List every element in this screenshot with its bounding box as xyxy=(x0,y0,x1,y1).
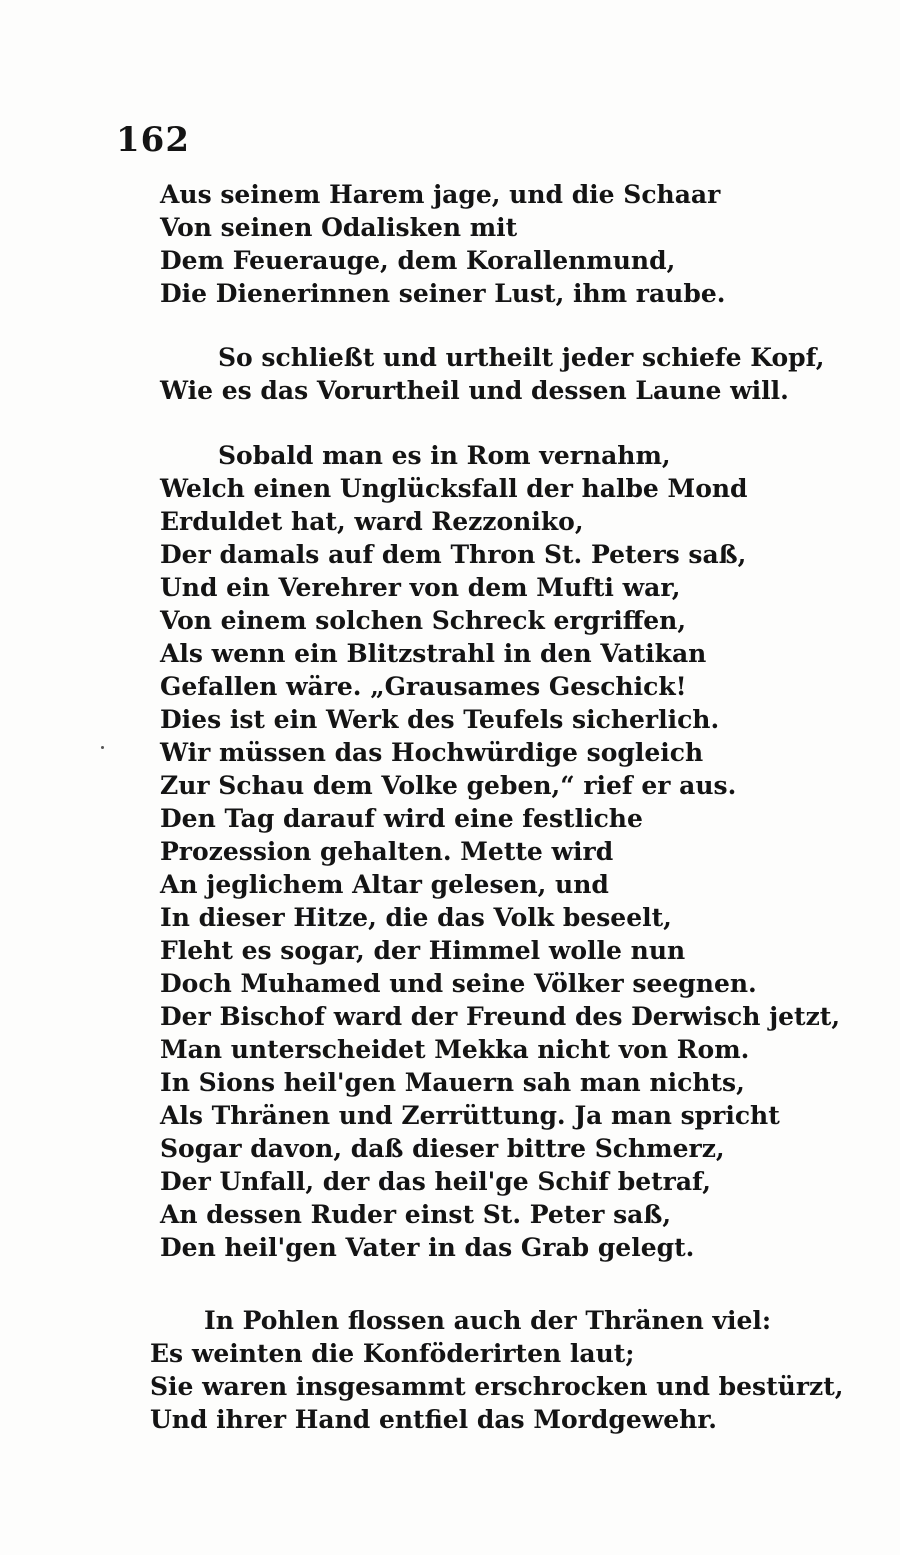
poem-line: Und ihrer Hand entfiel das Mordgewehr. xyxy=(150,1405,717,1434)
poem-line: Dies ist ein Werk des Teufels sicherlich. xyxy=(160,705,720,734)
poem-line: Den heil'gen Vater in das Grab gelegt. xyxy=(160,1233,695,1262)
poem-line: Man unterscheidet Mekka nicht von Rom. xyxy=(160,1035,750,1064)
poem-line: Doch Muhamed und seine Völker seegnen. xyxy=(160,969,757,998)
poem-line: Dem Feuerauge, dem Korallenmund, xyxy=(160,246,676,275)
poem-line: Der Unfall, der das heil'ge Schif betraf, xyxy=(160,1167,711,1196)
poem-line: Den Tag darauf wird eine festliche xyxy=(160,804,643,833)
poem-line: Die Dienerinnen seiner Lust, ihm raube. xyxy=(160,279,726,308)
poem-line: Erduldet hat, ward Rezzoniko, xyxy=(160,507,584,536)
poem-line: Von seinen Odalisken mit xyxy=(160,213,518,242)
poem-line: Fleht es sogar, der Himmel wolle nun xyxy=(160,936,686,965)
poem-line: Der damals auf dem Thron St. Peters saß, xyxy=(160,540,747,569)
poem-line: Aus seinem Harem jage, und die Schaar xyxy=(160,180,721,209)
poem-line: Und ein Verehrer von dem Mufti war, xyxy=(160,573,681,602)
poem-line: An dessen Ruder einst St. Peter saß, xyxy=(160,1200,672,1229)
poem-line: Sobald man es in Rom vernahm, xyxy=(218,441,671,470)
poem-line: Zur Schau dem Volke geben,“ rief er aus. xyxy=(160,771,737,800)
poem-line: Von einem solchen Schreck ergriffen, xyxy=(160,606,687,635)
poem-line: In dieser Hitze, die das Volk beseelt, xyxy=(160,903,672,932)
poem-line: In Pohlen flossen auch der Thränen viel: xyxy=(204,1306,772,1335)
poem-line: Sie waren insgesammt erschrocken und bestürzt, xyxy=(150,1372,844,1401)
poem-line: Als wenn ein Blitzstrahl in den Vatikan xyxy=(160,639,707,668)
poem-line: Wir müssen das Hochwürdige sogleich xyxy=(160,738,704,767)
poem-line: Der Bischof ward der Freund des Derwisch jetzt, xyxy=(160,1002,841,1031)
poem-line: Gefallen wäre. „Grausames Geschick! xyxy=(160,672,687,701)
page-number: 162 xyxy=(116,120,190,160)
poem-line: So schließt und urtheilt jeder schiefe Kopf, xyxy=(218,343,825,372)
poem-line: Wie es das Vorurtheil und dessen Laune will. xyxy=(160,376,789,405)
poem-line: Sogar davon, daß dieser bittre Schmerz, xyxy=(160,1134,725,1163)
poem-line: Welch einen Unglücksfall der halbe Mond xyxy=(160,474,748,503)
poem-line: Prozession gehalten. Mette wird xyxy=(160,837,614,866)
poem-line: In Sions heil'gen Mauern sah man nichts, xyxy=(160,1068,745,1097)
poem-line: Es weinten die Konföderirten laut; xyxy=(150,1339,635,1368)
poem-line: Als Thränen und Zerrüttung. Ja man spricht xyxy=(160,1101,780,1130)
poem-line: An jeglichem Altar gelesen, und xyxy=(160,870,609,899)
